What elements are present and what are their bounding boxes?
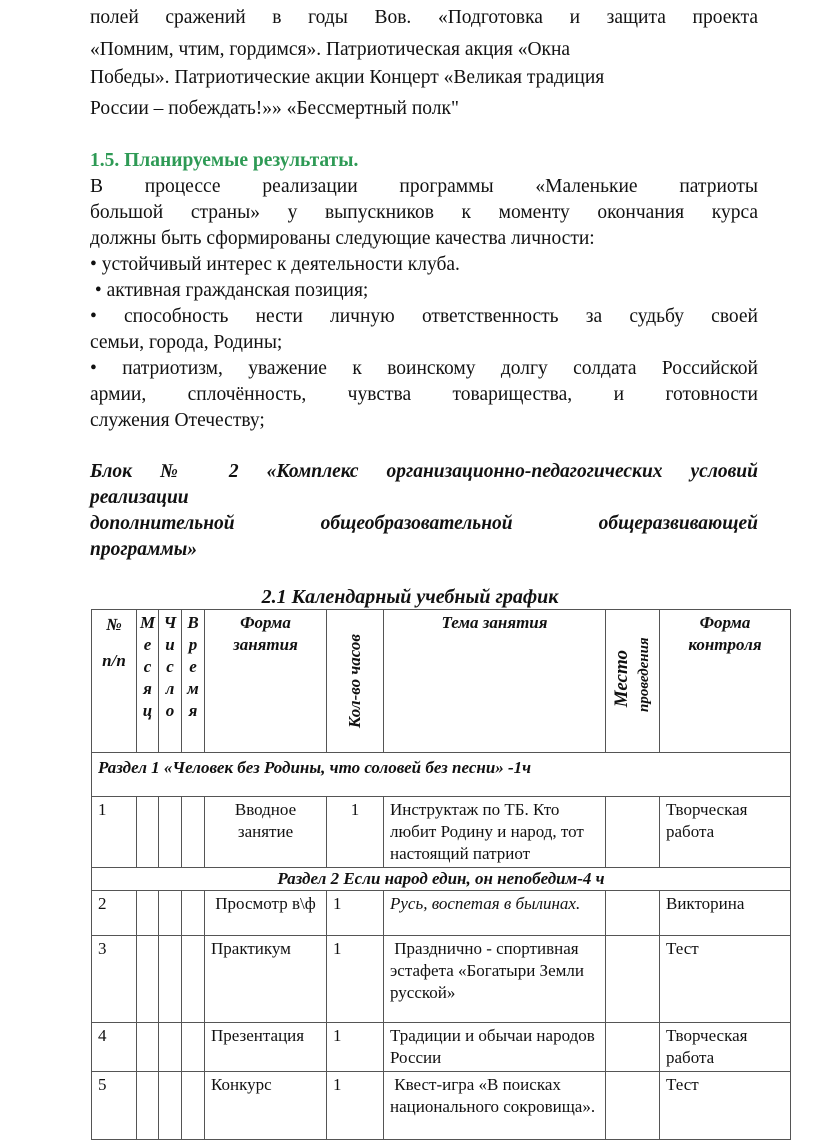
cell-form: Конкурс xyxy=(205,1072,327,1140)
letter: о xyxy=(165,701,175,720)
cell-day xyxy=(159,1023,182,1072)
letter: ц xyxy=(142,701,153,720)
cell-day xyxy=(159,797,182,868)
letter: В xyxy=(187,613,199,632)
header-month xyxy=(137,610,159,753)
cell-hours: 1 xyxy=(327,891,384,936)
cell-month xyxy=(137,936,159,1023)
cell-topic: Традиции и обычаи народов России xyxy=(384,1023,606,1072)
header-place xyxy=(606,610,660,753)
cell-day xyxy=(159,1072,182,1140)
block2-title-line-1: Блок № 2 «Комплекс организационно-педагогических условий xyxy=(90,461,758,482)
header-place-label: Место xyxy=(610,650,632,708)
intro-line-1: полей сражений в годы Вов. «Подготовка и защита проекта xyxy=(90,7,758,28)
letter: я xyxy=(188,701,198,720)
letter: с xyxy=(166,657,174,676)
schedule-table xyxy=(91,609,791,1140)
cell-control: Тест xyxy=(660,1072,791,1140)
table-row xyxy=(92,891,791,936)
intro-line-4: России – побеждать!»» «Бессмертный полк" xyxy=(90,98,459,119)
cell-hours: 1 xyxy=(327,1023,384,1072)
cell-form: Вводное занятие xyxy=(205,797,327,868)
bullet-item: • патриотизм, уважение к воинскому долгу солдата Российской xyxy=(90,358,758,379)
section-heading-planned-results: 1.5. Планируемые результаты. xyxy=(90,150,359,171)
section-2-title: Раздел 2 Если народ един, он непобедим-4 ч xyxy=(92,868,791,891)
section-1-title: Раздел 1 «Человек без Родины, что соловей без песни» -1ч xyxy=(92,753,791,797)
header-num xyxy=(92,610,137,753)
letter: е xyxy=(189,657,197,676)
cell-form: Просмотр в\ф xyxy=(205,891,327,936)
table-row xyxy=(92,1072,791,1140)
cell-form: Практикум xyxy=(205,936,327,1023)
table-row xyxy=(92,797,791,868)
cell-month xyxy=(137,1072,159,1140)
results-intro-line-1: В процессе реализации программы «Маленькие патриоты xyxy=(90,176,758,197)
bullet-item: • активная гражданская позиция; xyxy=(90,280,369,301)
intro-line-2: «Помним, чтим, гордимся». Патриотическая акция «Окна xyxy=(90,39,571,60)
cell-num: 4 xyxy=(92,1023,137,1072)
cell-num: 3 xyxy=(92,936,137,1023)
cell-control: Викторина xyxy=(660,891,791,936)
cell-control: Творческая работа xyxy=(660,797,791,868)
cell-time xyxy=(182,797,205,868)
cell-place xyxy=(606,936,660,1023)
cell-day xyxy=(159,891,182,936)
cell-hours: 1 xyxy=(327,797,384,868)
cell-topic: Празднично - спортивная эстафета «Богатыри Земли русской» xyxy=(384,936,606,1023)
results-intro-line-3: должны быть сформированы следующие качества личности: xyxy=(90,228,595,249)
cell-place xyxy=(606,1072,660,1140)
letter: л xyxy=(165,679,175,698)
header-num-sub: п/п xyxy=(102,651,126,670)
letter: я xyxy=(143,679,152,698)
header-hours xyxy=(327,610,384,753)
cell-place xyxy=(606,1023,660,1072)
cell-num: 2 xyxy=(92,891,137,936)
cell-topic: Инструктаж по ТБ. Кто любит Родину и народ, тот настоящий патриот xyxy=(384,797,606,868)
cell-topic: Русь, воспетая в былинах. xyxy=(384,891,606,936)
section-row xyxy=(92,868,791,891)
bullet-item-continued: армии, сплочённость, чувства товарищества, и готовности xyxy=(90,384,758,405)
cell-time xyxy=(182,1023,205,1072)
letter: р xyxy=(188,635,198,654)
header-topic: Тема занятия xyxy=(384,610,606,753)
letter: Ч xyxy=(163,613,177,632)
table-row xyxy=(92,1023,791,1072)
intro-line-3: Победы». Патриотические акции Концерт «Великая традиция xyxy=(90,67,605,88)
cell-month xyxy=(137,797,159,868)
cell-hours: 1 xyxy=(327,936,384,1023)
letter: с xyxy=(143,657,152,676)
letter: е xyxy=(143,635,152,654)
table-row xyxy=(92,936,791,1023)
cell-time xyxy=(182,891,205,936)
cell-control: Творческая работа xyxy=(660,1023,791,1072)
cell-time xyxy=(182,1072,205,1140)
cell-topic: Квест-игра «В поисках национального сокровища». xyxy=(384,1072,606,1140)
bullet-item: • способность нести личную ответственность за судьбу своей xyxy=(90,306,758,327)
block2-title-line-4: программы» xyxy=(90,539,198,560)
header-hours-label: Кол-во часов xyxy=(345,633,364,729)
table-header-row xyxy=(92,610,791,753)
cell-hours: 1 xyxy=(327,1072,384,1140)
block2-title-line-3: дополнительной общеобразовательной общеразвивающей xyxy=(90,513,758,534)
table-caption: 2.1 Календарный учебный график xyxy=(261,586,559,608)
letter: М xyxy=(139,613,156,632)
header-day xyxy=(159,610,182,753)
header-place-label-clipped: проведения xyxy=(635,637,652,713)
header-time xyxy=(182,610,205,753)
cell-month xyxy=(137,891,159,936)
block2-title-line-2: реализации xyxy=(90,487,189,508)
bullet-item-continued: семьи, города, Родины; xyxy=(90,332,283,353)
cell-month xyxy=(137,1023,159,1072)
cell-place xyxy=(606,891,660,936)
results-intro-line-2: большой страны» у выпускников к моменту окончания курса xyxy=(90,202,758,223)
cell-place xyxy=(606,797,660,868)
cell-day xyxy=(159,936,182,1023)
bullet-item: • устойчивый интерес к деятельности клуба. xyxy=(90,254,460,275)
bullet-item-continued: служения Отечеству; xyxy=(90,410,265,431)
cell-control: Тест xyxy=(660,936,791,1023)
cell-time xyxy=(182,936,205,1023)
section-row xyxy=(92,753,791,797)
cell-form: Презентация xyxy=(205,1023,327,1072)
letter: и xyxy=(165,635,175,654)
cell-num: 5 xyxy=(92,1072,137,1140)
header-form: Форма занятия xyxy=(205,610,327,753)
header-num-label: № xyxy=(106,615,122,634)
header-control: Форма контроля xyxy=(660,610,791,753)
letter: м xyxy=(187,679,199,698)
cell-num: 1 xyxy=(92,797,137,868)
